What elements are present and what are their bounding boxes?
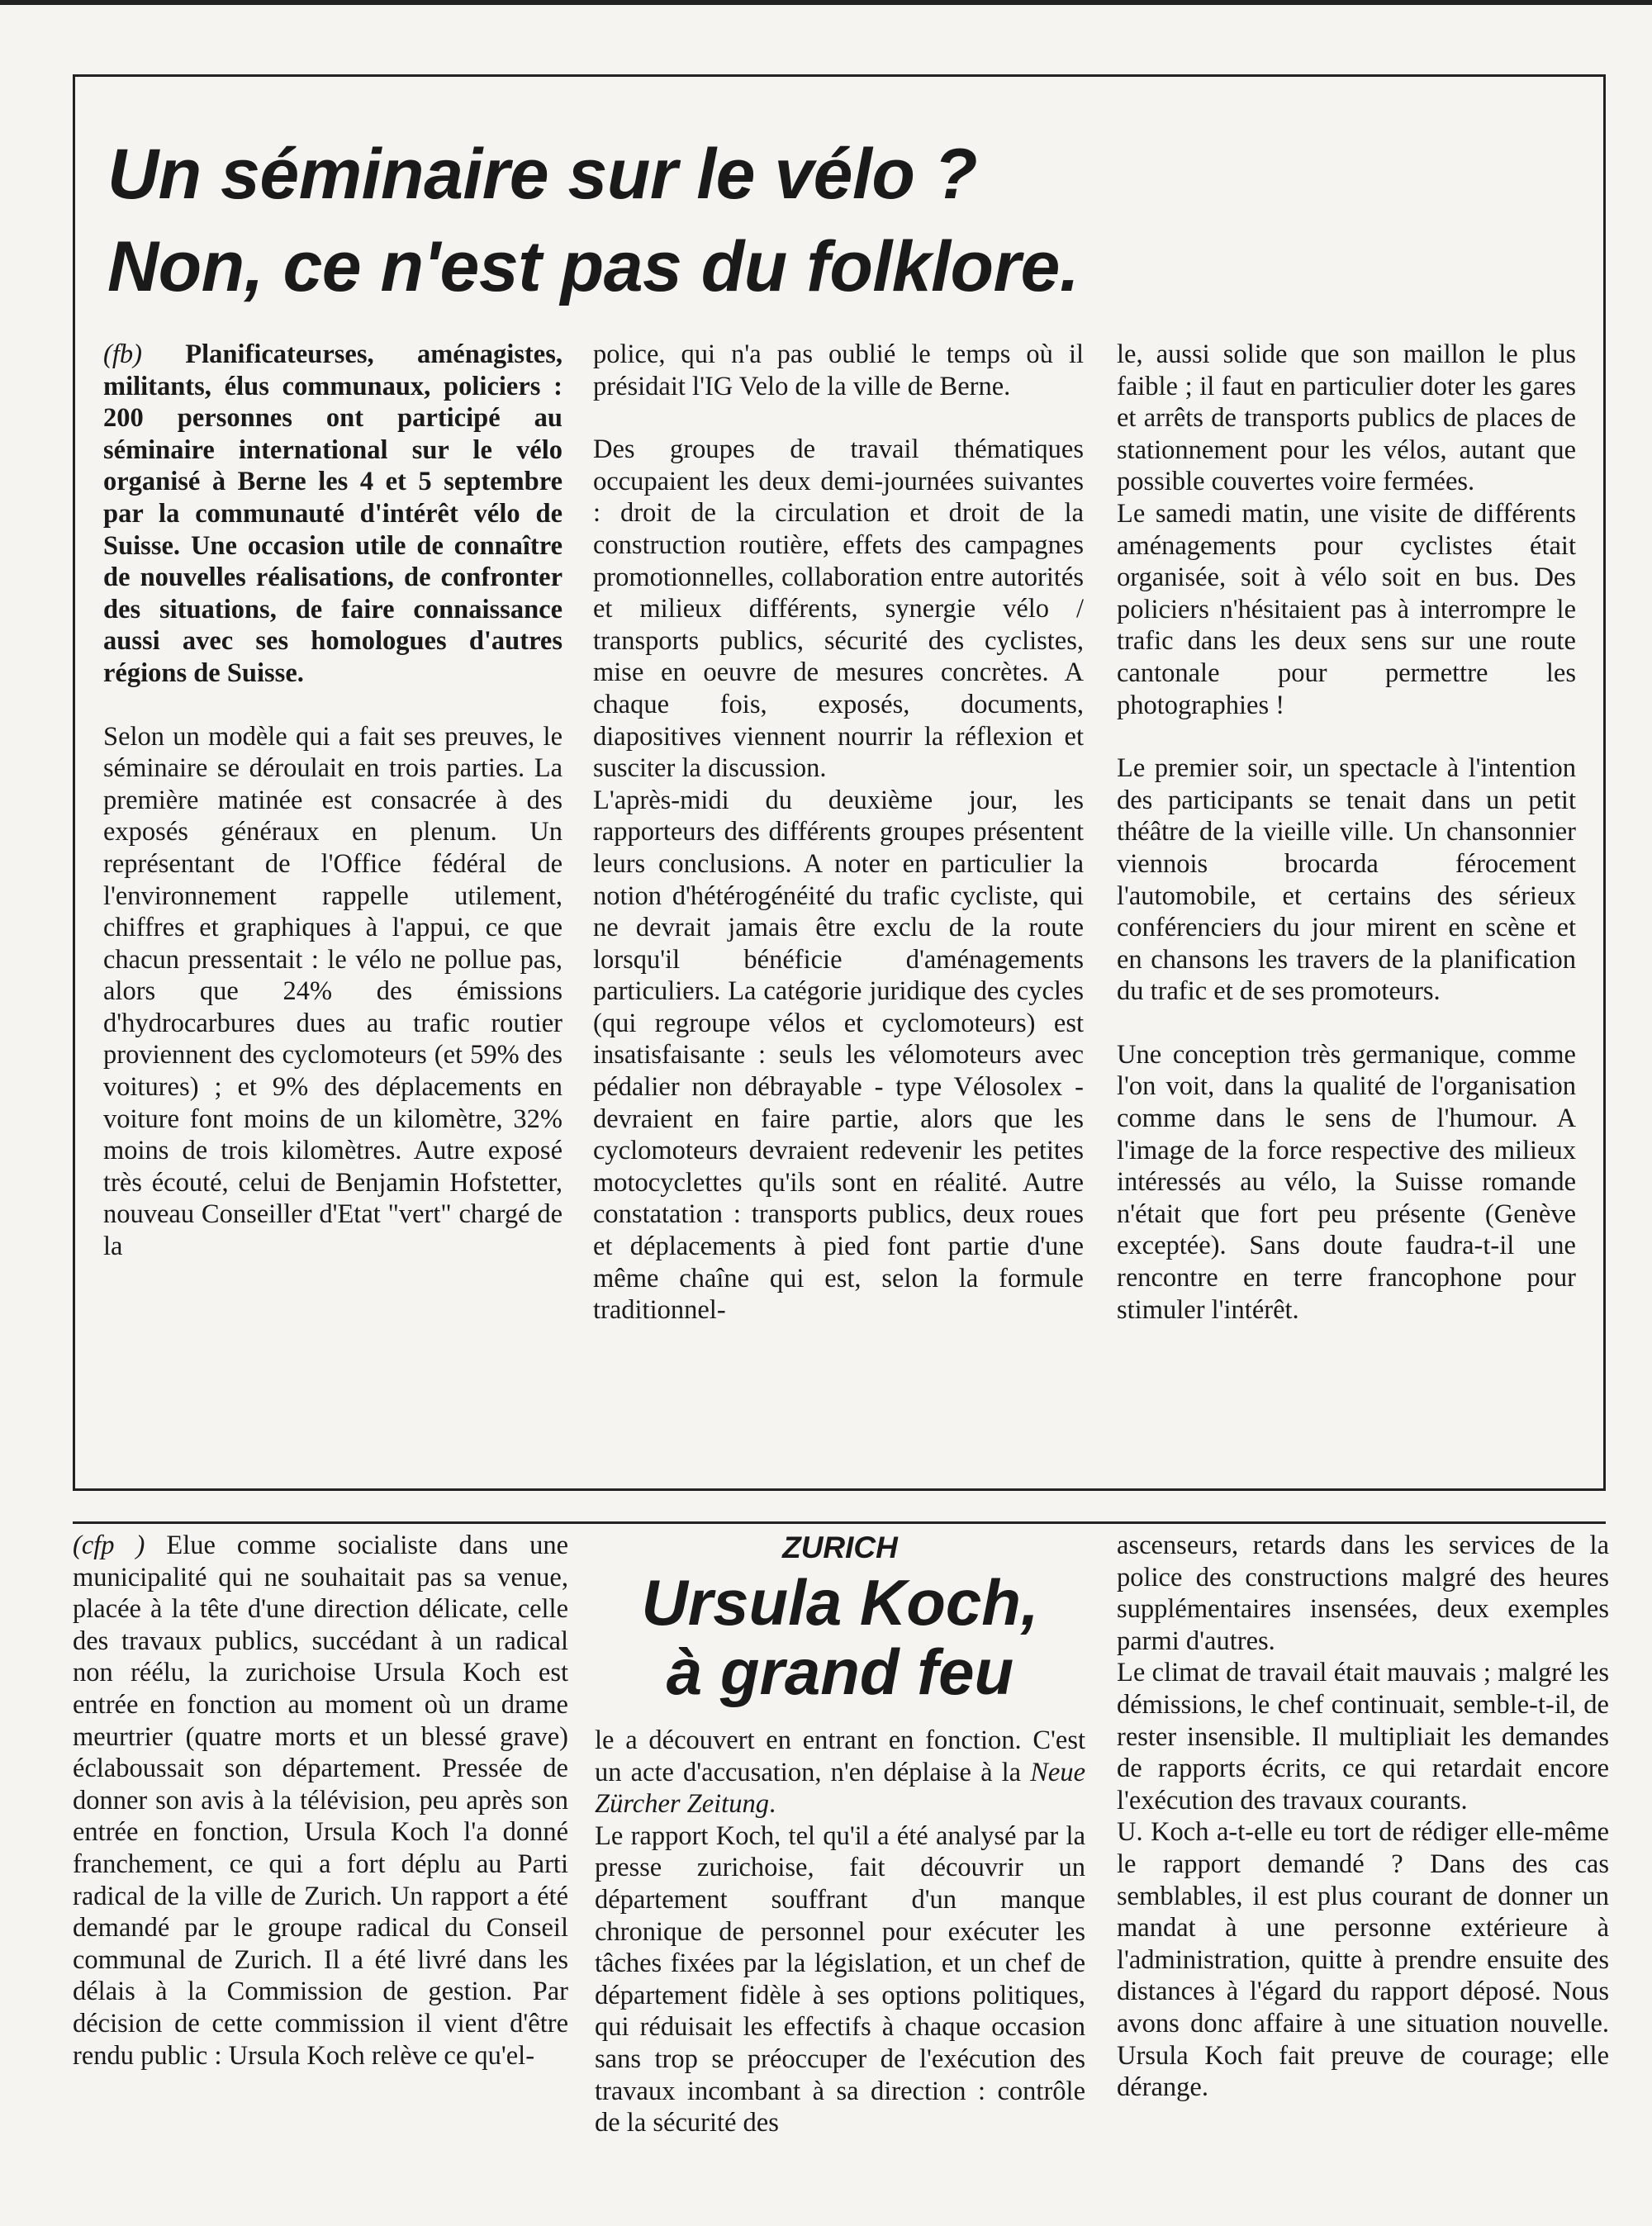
section-divider bbox=[73, 1521, 1606, 1524]
article2-column-2 bbox=[595, 1725, 1085, 2139]
paragraph: L'après-midi du deuxième jour, les rapporteurs des différents groupes présentent leurs conclusions. A noter en particulier la notion d'hétérogénéité du trafic cycliste, qui ne devrait jamais être exclu de la route lorsqu'il bénéficie d'aménagements particuliers. La catégorie juridique des cycles (qui regroupe vélos et cyclomoteurs) est insatisfaisante : seuls les vélomoteurs avec pédalier non débrayable - type Vélosolex - devraient en faire partie, alors que les cyclomoteurs devraient redevenir les petites motocyclettes qu'ils sont en réalité. Autre constatation : transports publics, deux roues et déplacements à pied font partie d'une même chaîne qui est, selon la formule traditionnel- bbox=[593, 785, 1084, 1326]
paragraph: ascenseurs, retards dans les services de la police des constructions malgré des heures supplémentaires insensées, deux exemples parmi d'autres. bbox=[1117, 1531, 1609, 1656]
paragraph bbox=[73, 1530, 568, 2072]
paragraph: Le premier soir, un spectacle à l'intention des participants se tenait dans un petit théâtre de la vieille ville. Un chansonnier viennois brocarda férocement l'automobile, et certains des sérieux conférenciers du jour mirent en scène et en chansons les travers de la planification du trafic et de ses promoteurs. bbox=[1117, 753, 1576, 1007]
article2-column-3 bbox=[1117, 1530, 1609, 2104]
article1-column-2 bbox=[593, 339, 1084, 1327]
article1-column-1 bbox=[103, 339, 563, 1263]
title-line-2: à grand feu bbox=[666, 1635, 1014, 1708]
paragraph: Le rapport Koch, tel qu'il a été analysé par la presse zurichoise, fait découvrir un département souffrant d'un manque chronique de personnel pour exécuter les tâches fixées par la législation, et un chef de département fidèle à ses options politiques, qui réduisait les effectifs à chaque occasion sans trop se préoccuper de l'exécution des travaux incombant à sa direction : contrôle de la sécurité des bbox=[595, 1820, 1085, 2138]
section-label: ZURICH bbox=[782, 1531, 898, 1564]
paragraph: police, qui n'a pas oublié le temps où il présidait l'IG Velo de la ville de Berne. bbox=[593, 339, 1084, 401]
article-headline bbox=[107, 128, 1578, 313]
paragraph: le, aussi solide que son maillon le plus faible ; il faut en particulier doter les gares et arrêts de transports publics de places de stationnement pour les vélos, autant que possible couvertes voire fermées. bbox=[1117, 339, 1576, 497]
headline-line-2: Non, ce n'est pas du folklore. bbox=[107, 227, 1080, 306]
paragraph bbox=[595, 1725, 1085, 1820]
paragraph-text: Elue comme socialiste dans une municipalité qui ne souhaitait pas sa venue, placée à la tête d'une direction délicate, celle des travaux publics, succédant à un radical non réélu, la zurichoise Ursula Koch est entrée en fonction au moment où un drame meurtrier (quatre morts et un blessé grave) éclaboussait son département. Pressée de donner son avis à la télévision, peu après son entrée en fonction, Ursula Koch l'a donné franchement, ce qui a fort déplu au Parti radical de la ville de Zurich. Un rapport a été demandé par le groupe radical du Conseil communal de Zurich. Il a été livré dans les délais à la Commission de gestion. Par décision de cette commission il vient d'être rendu public : Ursula Koch relève ce qu'el- bbox=[73, 1531, 568, 2071]
article1-column-3 bbox=[1117, 339, 1576, 1326]
paragraph: Une conception très germanique, comme l'on voit, dans la qualité de l'organisation comme dans le sens de l'humour. A l'image de la force respective des milieux intéressés au vélo, la Suisse romande n'était que fort peu présente (Genève exceptée). Sans doute faudra-t-il une rencontre en terre francophone pour stimuler l'intérêt. bbox=[1117, 1039, 1576, 1325]
title-line-1: Ursula Koch, bbox=[641, 1566, 1039, 1639]
paragraph: U. Koch a-t-elle eu tort de rédiger elle-même le rapport demandé ? Dans des cas semblables, il est plus courant de donner un mandat à une personne extérieure à l'administration, quitte à prendre ensuite des distances à l'égard du rapport déposé. Nous avons donc affaire à une situation nouvelle. Ursula Koch fait preuve de courage; elle dérange. bbox=[1117, 1817, 1609, 2103]
paragraph: Le samedi matin, une visite de différents aménagements pour cyclistes était organisée, soit à vélo soit en bus. Des policiers n'hésitaient pas à interrompre le trafic dans les deux sens sur une route cantonale pour permettre les photographies ! bbox=[1117, 498, 1576, 720]
article2-title bbox=[595, 1568, 1085, 1706]
article1-lead bbox=[103, 339, 563, 690]
paragraph-text: . bbox=[768, 1789, 776, 1820]
paragraph: Selon un modèle qui a fait ses preuves, le séminaire se déroulait en trois parties. La première matinée est consacrée à des exposés généraux en plenum. Un représentant de l'Office fédéral de l'environnement rappelle utilement, chiffres et graphiques à l'appui, ce que chacun pressentait : le vélo ne pollue pas, alors que 24% des émissions d'hydrocarbures dues au trafic routier proviennent des cyclomoteurs (et 59% des voitures) ; et 9% des déplacements en voiture font moins de un kilomètre, 32% moins de trois kilomètres. Autre exposé très écouté, celui de Benjamin Hofstetter, nouveau Conseiller d'Etat "vert" chargé de la bbox=[103, 721, 563, 1262]
author-signature: (fb) bbox=[103, 339, 142, 369]
paragraph: Le climat de travail était mauvais ; malgré les démissions, le chef continuait, semble-t-il, de rester insensible. Il multipliait les demandes de rapports écrits, ce qui retardait encore l'exécution des travaux courants. bbox=[1117, 1658, 1609, 1815]
headline-line-1: Un séminaire sur le vélo ? bbox=[107, 135, 977, 214]
author-signature: (cfp ) bbox=[73, 1531, 145, 1560]
lead-text: Planificateurses, aménagistes, militants, élus communaux, policiers : 200 personnes ont participé au séminaire international sur le vélo organisé à Berne les 4 et 5 septembre par la communauté d'intérêt vélo de Suisse. Une occasion utile de connaître de nouvelles réalisations, de confronter des situations, de faire connaissance aussi avec ses homologues d'autres régions de Suisse. bbox=[103, 339, 563, 688]
article2-column-1 bbox=[73, 1530, 568, 2072]
paragraph: Des groupes de travail thématiques occupaient les deux demi-journées suivantes : droit de la circulation et droit de la construction routière, effets des campagnes promotionnelles, collaboration entre autorités et milieux différents, synergie vélo / transports publics, sécurité des cyclistes, mise en oeuvre de mesures concrètes. A chaque fois, exposés, documents, diapositives viennent nourrir la réflexion et susciter la discussion. bbox=[593, 434, 1084, 784]
top-rule bbox=[0, 0, 1652, 5]
paragraph-text: le a découvert en entrant en fonction. C'est un acte d'accusation, n'en déplaise à la bbox=[595, 1725, 1085, 1787]
newspaper-name: Neue Zürcher Zeitung bbox=[595, 1757, 1085, 1820]
